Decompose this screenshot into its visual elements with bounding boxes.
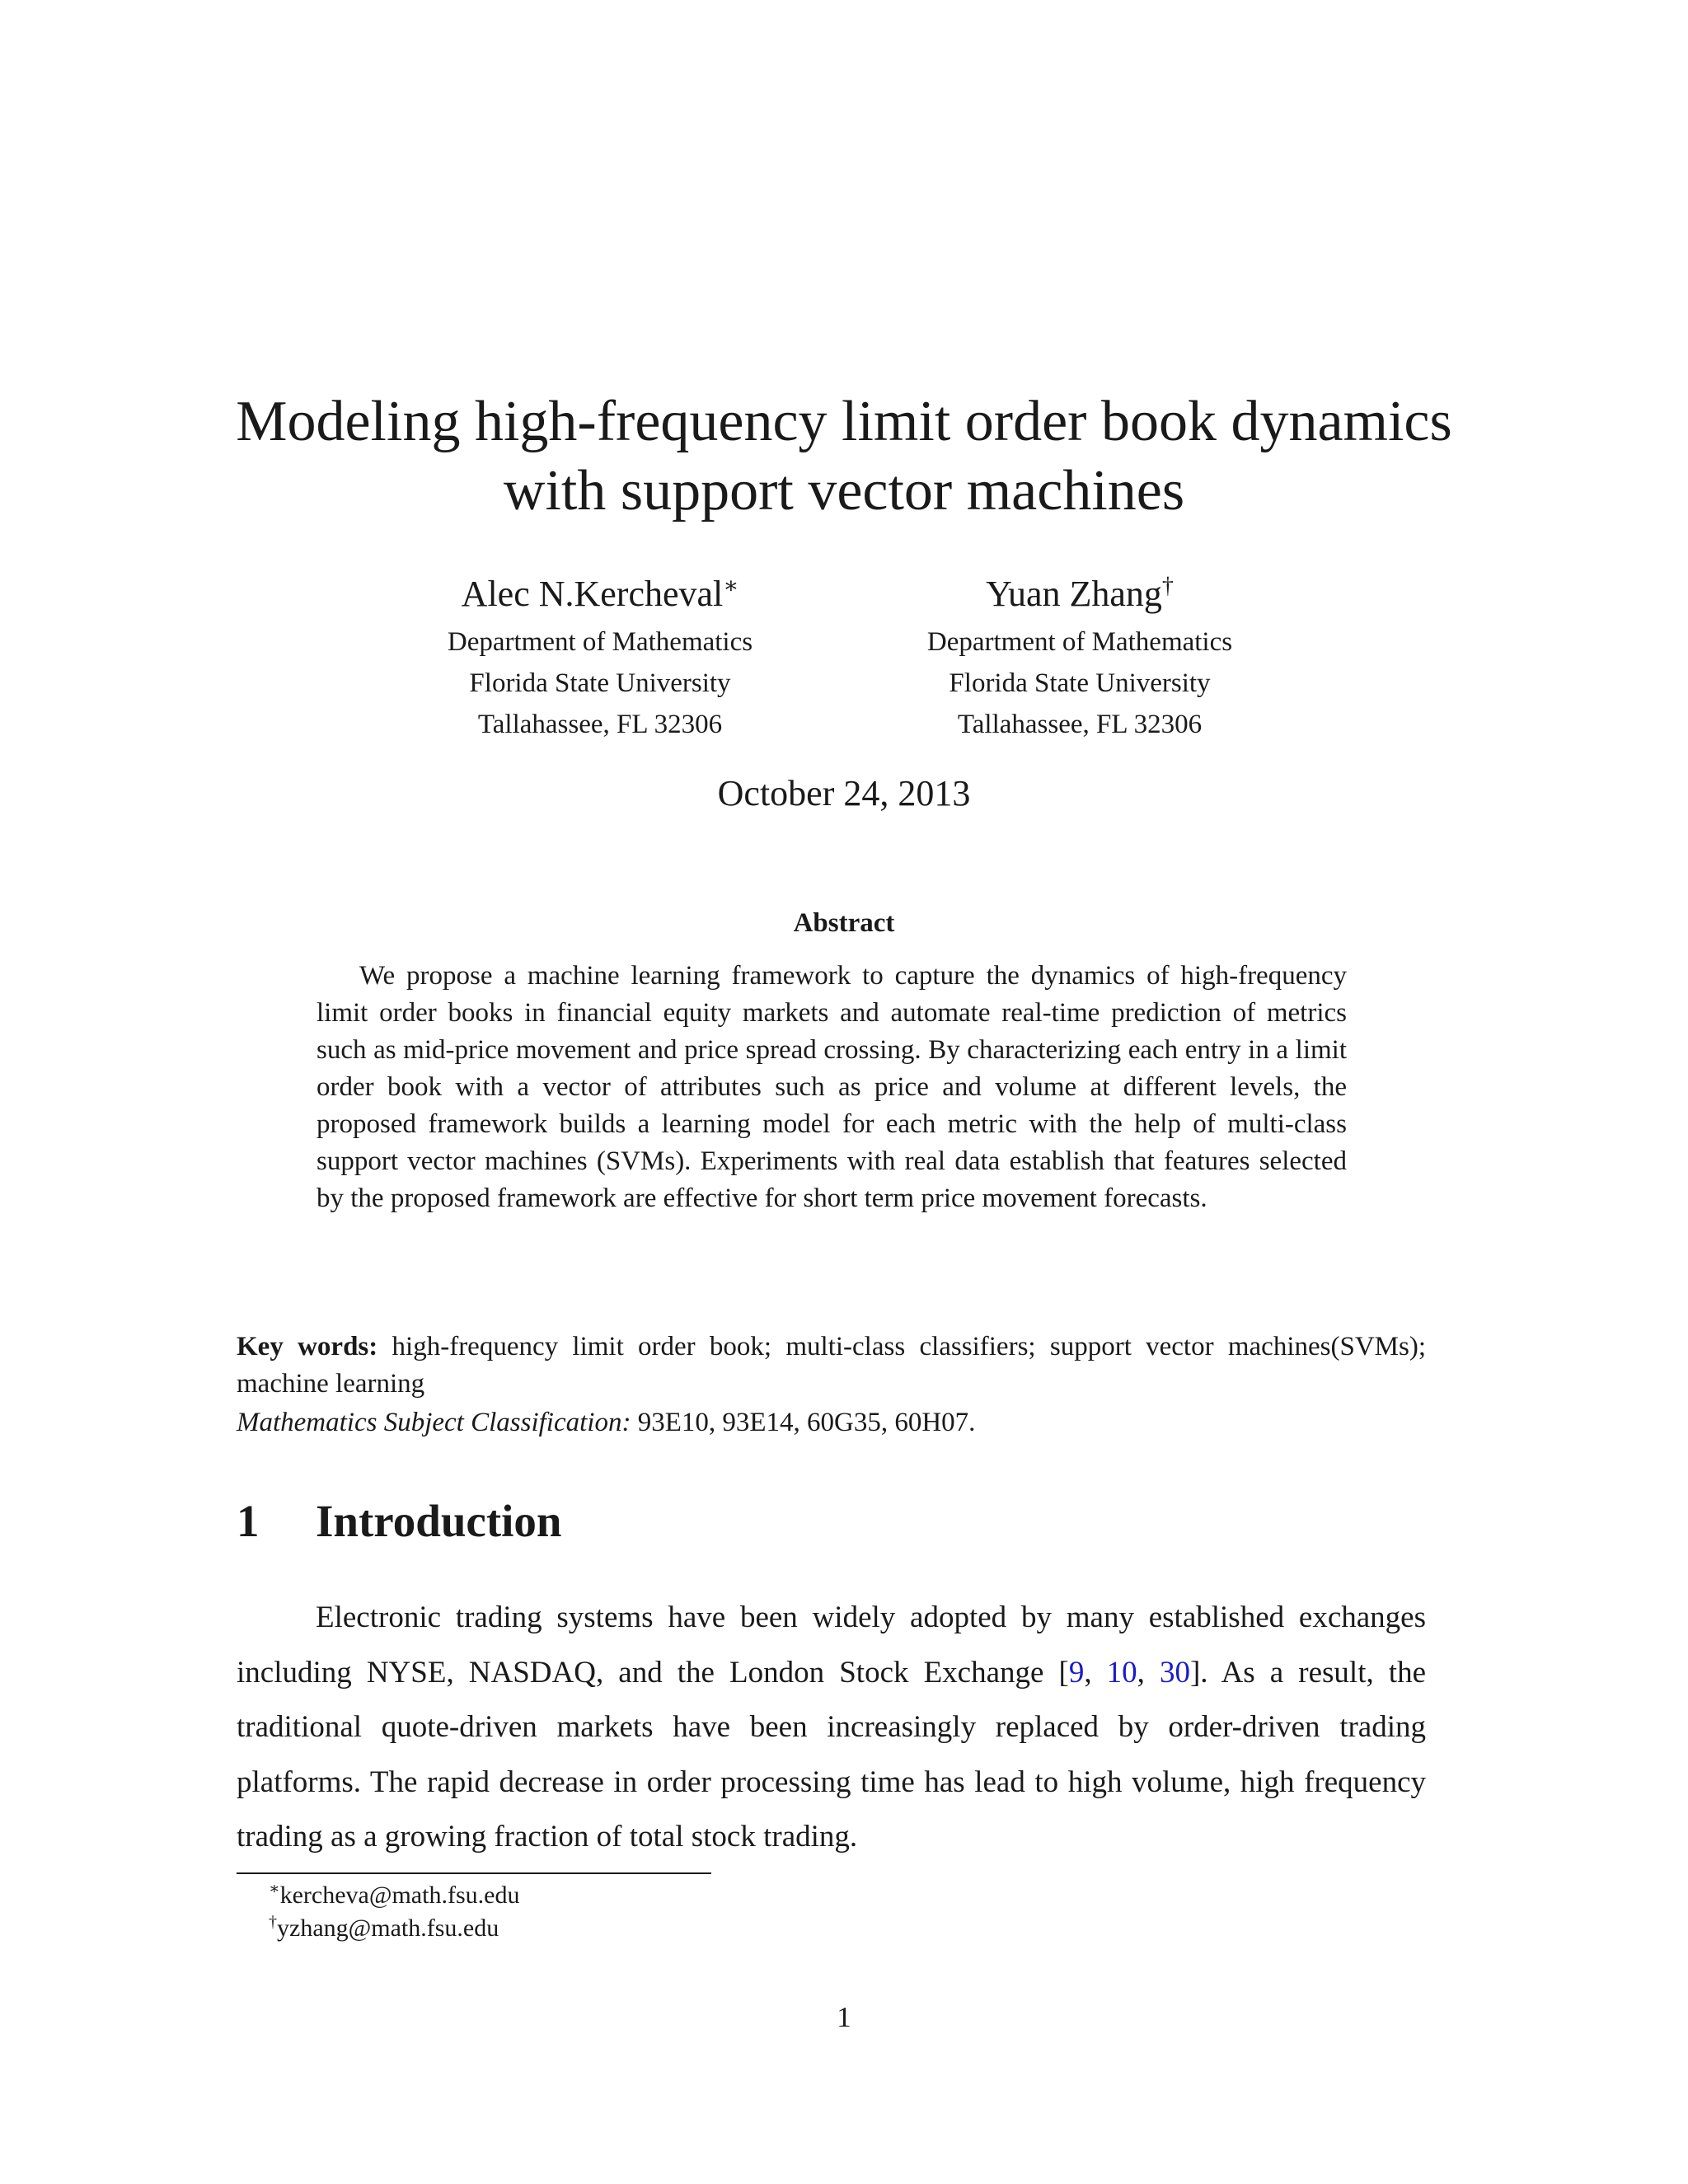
msc-label: Mathematics Subject Classification: <box>237 1408 631 1437</box>
author-name-1 <box>353 570 847 618</box>
author-location: Tallahassee, FL 32306 <box>477 710 723 739</box>
keywords-label: Key words: <box>237 1332 378 1361</box>
citation-link-9[interactable]: 9 <box>1068 1655 1085 1690</box>
citation-separator: , <box>1084 1655 1107 1690</box>
footnote-mark: † <box>269 1913 277 1931</box>
footnotes <box>269 1879 519 1945</box>
keywords-text: high-frequency limit order book; multi-class classifiers; support vector machines(SVMs); machine learning <box>237 1332 1427 1399</box>
author-name-text: Alec N.Kercheval <box>461 574 724 614</box>
abstract-text: We propose a machine learning framework to capture the dynamics of high-frequency limit order books in financial equity markets and automate real-time prediction of metrics such as mid-price movement and price spread crossing. By characterizing each entry in a limit order book with a vector of attributes such as price and volume at different levels, the proposed framework builds a learning model for each metric with the help of multi-class support vector machines (SVMs). Experiments with real data establish that features selected by the proposed framework are effective for short term price movement forecasts. <box>316 961 1347 1213</box>
msc-text: 93E10, 93E14, 60G35, 60H07. <box>637 1408 976 1437</box>
title-line-2: with support vector machines <box>503 459 1185 523</box>
author-department: Department of Mathematics <box>926 627 1233 657</box>
footnote-mark: ∗ <box>269 1880 280 1898</box>
author-name-text: Yuan Zhang <box>986 574 1162 614</box>
author-university: Florida State University <box>949 668 1211 698</box>
title-line-1: Modeling high-frequency limit order book dynamics <box>236 390 1452 453</box>
author-block-2 <box>832 570 1327 745</box>
intro-paragraph <box>237 1591 1426 1865</box>
author-block-1 <box>353 570 847 745</box>
section-heading-introduction <box>237 1493 562 1549</box>
citation-separator: , <box>1137 1655 1160 1690</box>
footnote-email: yzhang@math.fsu.edu <box>277 1915 499 1942</box>
footnote-email: kercheva@math.fsu.edu <box>279 1882 520 1909</box>
author-location: Tallahassee, FL 32306 <box>957 710 1203 739</box>
msc-paragraph <box>237 1404 1426 1441</box>
author-department: Department of Mathematics <box>447 627 753 657</box>
footnote-1 <box>269 1879 519 1912</box>
author-footnote-mark: ∗ <box>723 573 739 599</box>
footnote-divider <box>237 1872 711 1874</box>
author-footnote-mark: † <box>1161 573 1174 599</box>
page-number: 1 <box>837 2001 851 2033</box>
paper-title <box>0 387 1688 526</box>
footnote-2 <box>269 1912 519 1945</box>
section-number: 1 <box>237 1496 260 1546</box>
section-title: Introduction <box>316 1496 562 1546</box>
citation-link-10[interactable]: 10 <box>1106 1655 1137 1690</box>
abstract-heading: Abstract <box>793 908 895 938</box>
intro-text-part-1: Electronic trading systems have been widely adopted by many established exchanges including NYSE, NASDAQ, and the London Stock Exchange [ <box>237 1601 1426 1690</box>
paper-date: October 24, 2013 <box>717 773 971 813</box>
intro-text-part-2: ]. As a result, the traditional quote-driven markets have been increasingly replaced by order-driven trading platforms. The rapid decrease in order processing time has lead to high volume, high frequency trading as a growing fraction of total stock trading. <box>237 1655 1426 1854</box>
author-university: Florida State University <box>469 668 731 698</box>
keywords-paragraph <box>237 1329 1426 1403</box>
citation-link-30[interactable]: 30 <box>1159 1655 1190 1690</box>
author-name-2 <box>832 570 1327 618</box>
